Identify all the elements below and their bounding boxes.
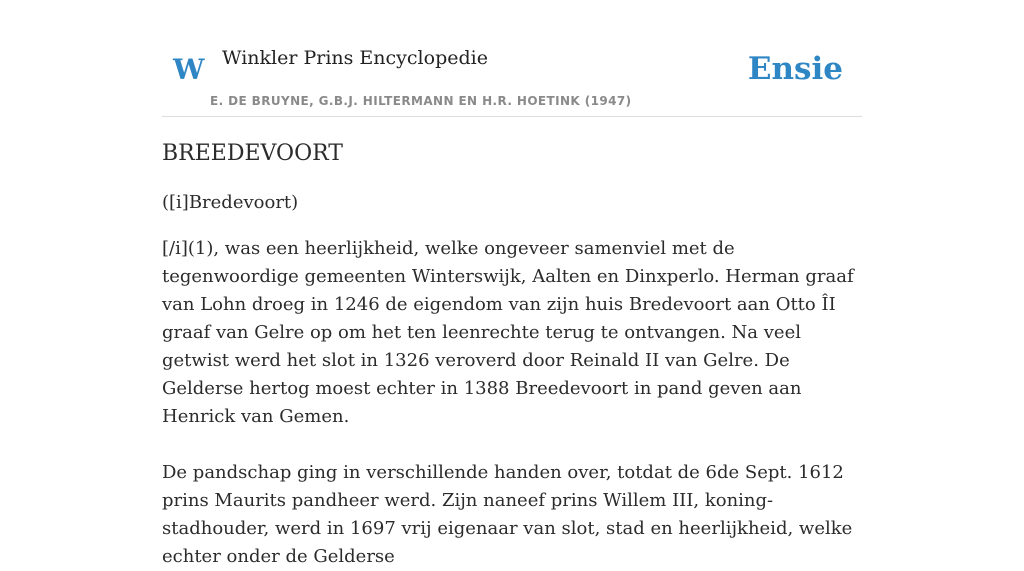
article-paragraph-2: De pandschap ging in verschillende handen over, totdat de 6de Sept. 1612 prins Maurits pandheer werd. Zijn naneef prins Willem III, koning-stadhouder, werd in 1697 vrij eigenaar van slot, stad en heerlijkheid, welke echter onder de Gelderse (162, 462, 853, 567)
book-authors: E. DE BRUYNE, G.B.J. HILTERMANN EN H.R. HOETINK (1947) (210, 94, 632, 108)
article-headword: BREEDEVOORT (162, 141, 343, 166)
book-title-link[interactable]: Winkler Prins Encyclopedie (222, 47, 488, 69)
article (162, 138, 862, 571)
article-subhead: ([i]Bredevoort) (162, 192, 299, 213)
header (162, 0, 862, 117)
article-paragraph-1: [/i](1), was een heerlijkheid, welke ongeveer samenviel met de tegenwoordige gemeenten Winterswijk, Aalten en Dinxperlo. Herman graaf van Lohn droeg in 1246 de eigendom van zijn huis Bredevoort aan Otto ÎI graaf van Gelre op om het ten leenrechte terug te ontvangen. Na veel getwist werd het slot in 1326 veroverd door Reinald II van Gelre. De Gelderse hertog moest echter in 1388 Breedevoort in pand geven aan Henrick van Gemen. (162, 238, 854, 427)
ensie-brand-logo[interactable]: Ensie (747, 51, 843, 87)
winkler-prins-logo[interactable]: W (173, 53, 205, 86)
